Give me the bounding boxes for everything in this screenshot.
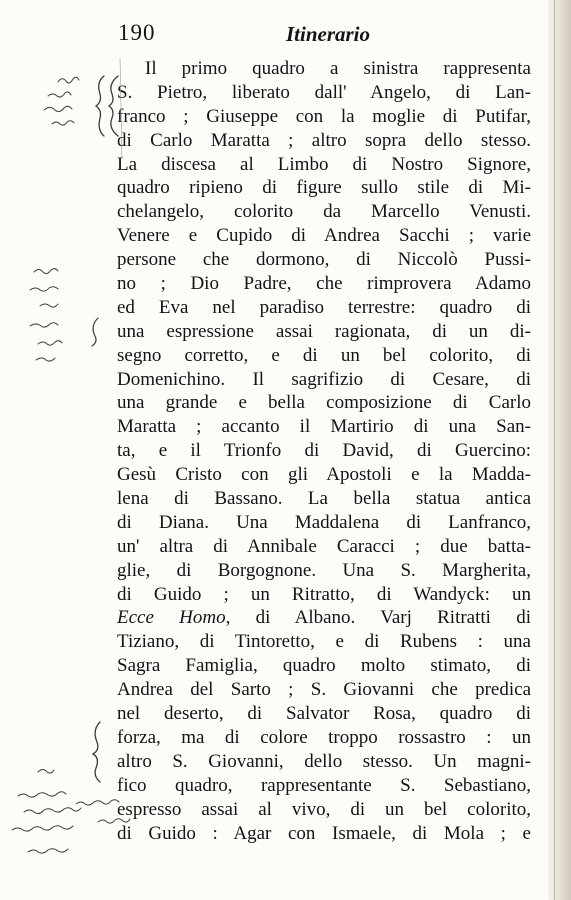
text-line: Il primo quadro a sinistra rappresenta bbox=[145, 58, 531, 79]
text-line: chelangelo, colorito da Marcello Venusti. bbox=[117, 201, 531, 223]
text-line: S. Pietro, liberato dall' Angelo, di Lan- bbox=[117, 81, 531, 103]
text-line: di Guido : Agar con Ismaele, di Mola ; e bbox=[117, 822, 531, 844]
text-line: fico quadro, rappresentante S. Sebastiano, bbox=[117, 774, 531, 796]
page-number: 190 bbox=[118, 20, 156, 45]
margin-note-2 bbox=[30, 269, 98, 361]
text-line: una espressione assai ragionata, di un di- bbox=[117, 320, 531, 342]
text-line: quadro ripieno di figure sullo stile di Mi- bbox=[117, 177, 531, 199]
running-head bbox=[118, 20, 530, 50]
text-line: segno corretto, e di un bel colorito, di bbox=[117, 344, 531, 366]
text-line: ed Eva nel paradiso terrestre: quadro di bbox=[117, 296, 531, 318]
text-line bbox=[117, 606, 531, 630]
text-line: forza, ma di colore troppo rossastro : un bbox=[117, 726, 531, 748]
text-line: Tiziano, di Tintoretto, e di Rubens : una bbox=[117, 631, 531, 653]
text-line: Sagra Famiglia, quadro molto stimato, di bbox=[117, 655, 531, 677]
text-line: persone che dormono, di Niccolò Pussi- bbox=[117, 249, 531, 271]
text-line: La discesa al Limbo di Nostro Signore, bbox=[117, 153, 531, 175]
margin-note-1 bbox=[44, 58, 122, 158]
text-line: Domenichino. Il sagrifizio di Cesare, di bbox=[117, 368, 531, 390]
text-line: Gesù Cristo con gli Apostoli e la Madda- bbox=[117, 464, 531, 486]
gutter-edge bbox=[554, 0, 555, 900]
text-line: un' altra di Annibale Caracci ; due batta- bbox=[117, 535, 531, 557]
running-title: Itinerario bbox=[286, 22, 371, 46]
text-line: di Carlo Maratta ; altro sopra dello stesso. bbox=[117, 129, 531, 151]
text-line: ta, e il Trionfo di David, di Guercino: bbox=[117, 440, 531, 462]
text-line: di Guido ; un Ritratto, di Wandyck: un bbox=[117, 583, 531, 605]
text-line: franco ; Giuseppe con la moglie di Putifar, bbox=[117, 105, 531, 127]
text-line: Maratta ; accanto il Martirio di una San- bbox=[117, 416, 531, 438]
italic-phrase: Ecce Homo bbox=[117, 607, 226, 629]
text-line: nel deserto, di Salvator Rosa, quadro di bbox=[117, 703, 531, 725]
line-continuation: , di Albano. Varj Ritratti di bbox=[225, 607, 531, 629]
body-text bbox=[117, 57, 531, 845]
text-line: glie, di Borgognone. Una S. Margherita, bbox=[117, 559, 531, 581]
text-line: no ; Dio Padre, che rimprovera Adamo bbox=[117, 273, 531, 295]
text-line: una grande e bella composizione di Carlo bbox=[117, 392, 531, 414]
page-gutter bbox=[548, 0, 571, 900]
text-line: Venere e Cupido di Andrea Sacchi ; varie bbox=[117, 225, 531, 247]
text-line: lena di Bassano. La bella statua antica bbox=[117, 488, 531, 510]
text-line: di Diana. Una Maddalena di Lanfranco, bbox=[117, 511, 531, 533]
text-line: espresso assai al vivo, di un bel colorito, bbox=[117, 798, 531, 820]
text-line: altro S. Giovanni, dello stesso. Un magni- bbox=[117, 750, 531, 772]
margin-note-3 bbox=[12, 722, 130, 853]
text-line: Andrea del Sarto ; S. Giovanni che predica bbox=[117, 679, 531, 701]
